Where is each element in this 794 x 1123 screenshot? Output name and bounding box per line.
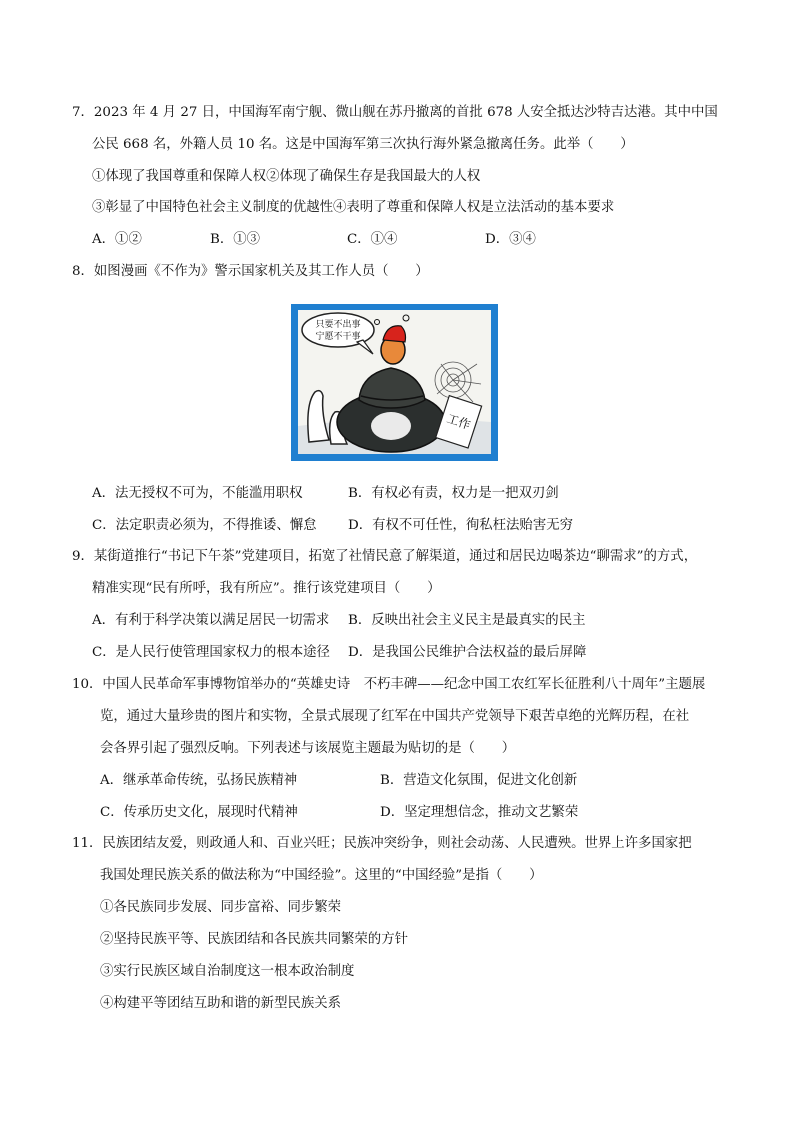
question-7-option-b[interactable]: B．①③ <box>210 232 261 247</box>
question-7-statement-3-4: ③彰显了中国特色社会主义制度的优越性④表明了尊重和保障人权是立法活动的基本要求 <box>92 200 615 215</box>
question-7-line-2: 公民 668 名，外籍人员 10 名。这是中国海军第三次执行海外紧急撤离任务。此举（ ） <box>92 137 634 152</box>
speech-text-line-2: 宁愿不干事 <box>315 332 361 342</box>
question-10-option-d[interactable]: D．坚定理想信念，推动文艺繁荣 <box>380 805 579 820</box>
question-9-option-a[interactable]: A．有利于科学决策以满足居民一切需求 <box>92 613 330 628</box>
question-9-option-b[interactable]: B．反映出社会主义民主是最真实的民主 <box>348 613 586 628</box>
question-7-line-1: 7．2023 年 4 月 27 日，中国海军南宁舰、微山舰在苏丹撤离的首批 678 人安全抵达沙特吉达港。其中中国 <box>72 105 718 120</box>
paper-text: 工作 <box>445 411 473 433</box>
question-8-option-a[interactable]: A．法无授权不可为，不能滥用职权 <box>92 486 303 501</box>
question-7-option-d[interactable]: D．③④ <box>485 232 536 247</box>
question-11-statement-1: ①各民族同步发展、同步富裕、同步繁荣 <box>100 900 342 915</box>
question-7-option-a[interactable]: A．①② <box>92 232 142 247</box>
question-10-option-a[interactable]: A．继承革命传统，弘扬民族精神 <box>100 773 298 788</box>
question-8-line-1: 8．如图漫画《不作为》警示国家机关及其工作人员（ ） <box>72 264 429 279</box>
question-11-statement-2: ②坚持民族平等、民族团结和各民族共同繁荣的方针 <box>100 932 408 947</box>
question-8-option-c[interactable]: C．法定职责必须为，不得推诿、懈怠 <box>92 518 317 533</box>
question-11-line-2: 我国处理民族关系的做法称为“中国经验”。这里的“中国经验”是指（ ） <box>100 868 543 883</box>
cartoon-inaction <box>291 304 498 461</box>
question-9-option-d[interactable]: D．是我国公民维护合法权益的最后屏障 <box>348 645 587 660</box>
question-10-line-1: 10．中国人民革命军事博物馆举办的“英雄史诗 不朽丰碑——纪念中国工农红军长征胜利八十周年”主题展 <box>72 677 706 692</box>
question-9-option-c[interactable]: C．是人民行使管理国家权力的根本途径 <box>92 645 330 660</box>
question-7-statement-1-2: ①体现了我国尊重和保障人权②体现了确保生存是我国最大的人权 <box>92 169 481 184</box>
question-10-line-2: 览，通过大量珍贵的图片和实物，全景式展现了红军在中国共产党领导下艰苦卓绝的光辉历程，在社 <box>100 709 690 724</box>
question-9-line-1: 9．某街道推行“书记下午茶”党建项目，拓宽了社情民意了解渠道，通过和居民边喝茶边“聊需求”的方式， <box>72 549 698 564</box>
question-9-line-2: 精准实现“民有所呼，我有所应”。推行该党建项目（ ） <box>92 581 441 596</box>
speech-text-line-1: 只要不出事 <box>315 320 361 330</box>
question-11-statement-4: ④构建平等团结互助和谐的新型民族关系 <box>100 996 342 1011</box>
question-8-option-d[interactable]: D．有权不可任性，徇私枉法贻害无穷 <box>348 518 573 533</box>
cartoon-highlight <box>371 412 411 440</box>
question-11-statement-3: ③实行民族区域自治制度这一根本政治制度 <box>100 964 355 979</box>
question-10-option-c[interactable]: C．传承历史文化，展现时代精神 <box>100 805 298 820</box>
question-7-option-c[interactable]: C．①④ <box>347 232 398 247</box>
question-10-line-3: 会各界引起了强烈反响。下列表述与该展览主题最为贴切的是（ ） <box>100 741 516 756</box>
question-8-option-b[interactable]: B．有权必有责，权力是一把双刃剑 <box>348 486 559 501</box>
question-11-line-1: 11．民族团结友爱，则政通人和、百业兴旺；民族冲突纷争，则社会动荡、人民遭殃。世界上许多国家把 <box>72 836 692 851</box>
question-10-option-b[interactable]: B．营造文化氛围，促进文化创新 <box>380 773 578 788</box>
